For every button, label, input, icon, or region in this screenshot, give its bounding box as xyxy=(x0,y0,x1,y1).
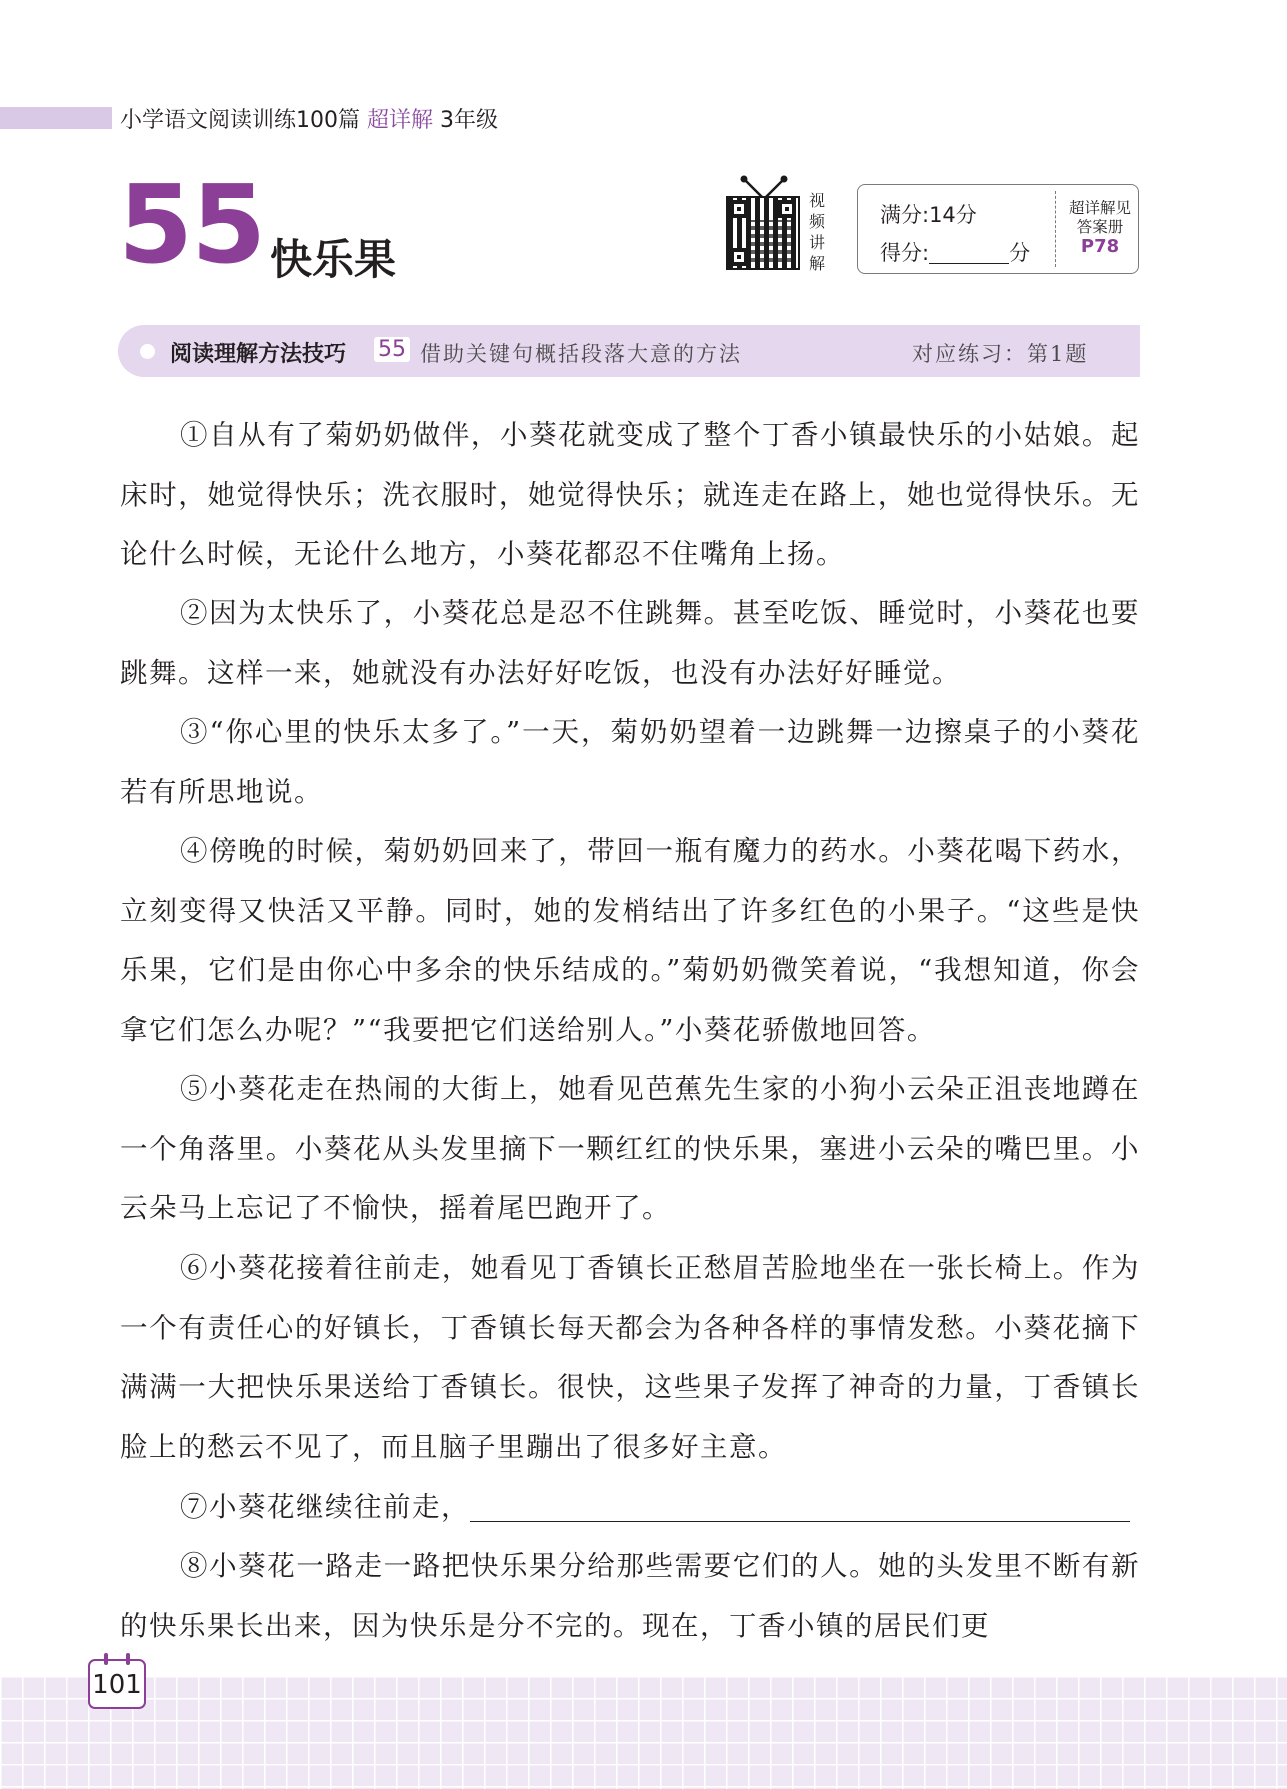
edition-label: 超详解 xyxy=(367,108,434,133)
paragraph-6: ⑥小葵花接着往前走，她看见丁香镇长正愁眉苦脸地坐在一张长椅上。作为一个有责任心的好镇长，丁香镇长每天都会为各种各样的事情发愁。小葵花摘下满满一大把快乐果送给丁香镇长。很快，这些果子发挥了神奇的力量，丁香镇长脸上的愁云不见了，而且脑子里蹦出了很多好主意。 xyxy=(120,1252,1140,1463)
answer-ref-line1: 超详解见 xyxy=(1068,199,1131,217)
answer-page: P78 xyxy=(1080,236,1120,257)
tip-number: 55 xyxy=(374,337,410,362)
score-unit: 分 xyxy=(1009,241,1031,265)
paragraph-7 xyxy=(120,1478,1140,1538)
score-box xyxy=(857,184,1139,274)
score-field xyxy=(880,237,1030,267)
header-band xyxy=(0,107,112,129)
lesson-number: 55 xyxy=(118,163,265,288)
answer-reference xyxy=(1062,199,1138,256)
paragraph-5: ⑤小葵花走在热闹的大街上，她看见芭蕉先生家的小狗小云朵正沮丧地蹲在一个角落里。小葵花从头发里摘下一颗红红的快乐果，塞进小云朵的嘴巴里。小云朵马上忘记了不愉快，摇着尾巴跑开了。 xyxy=(120,1073,1140,1224)
paragraph-7-text: ⑦小葵花继续往前走， xyxy=(180,1491,470,1523)
video-label-char: 视 xyxy=(808,191,825,210)
paragraph-4: ④傍晚的时候，菊奶奶回来了，带回一瓶有魔力的药水。小葵花喝下药水，立刻变得又快活又平静。同时，她的发梢结出了许多红色的小果子。“这些是快乐果，它们是由你心中多余的快乐结成的。”菊奶奶微笑着说，“我想知道，你会拿它们怎么办呢？”“我要把它们送给别人。”小葵花骄傲地回答。 xyxy=(120,835,1140,1046)
book-header xyxy=(120,103,498,134)
paragraph-1: ①自从有了菊奶奶做伴，小葵花就变成了整个丁香小镇最快乐的小姑娘。起床时，她觉得快乐；洗衣服时，她觉得快乐；就连走在路上，她也觉得快乐。无论什么时候，无论什么地方，小葵花都忍不住嘴角上扬。 xyxy=(120,419,1140,570)
score-blank[interactable] xyxy=(929,243,1009,264)
tip-text: 借助关键句概括段落大意的方法 xyxy=(420,342,742,366)
answer-blank-line[interactable] xyxy=(470,1493,1130,1522)
paragraph-8: ⑧小葵花一路走一路把快乐果分给那些需要它们的人。她的头发里不断有新的快乐果长出来，因为快乐是分不完的。现在，丁香小镇的居民们更 xyxy=(120,1550,1140,1642)
full-marks: 满分:14分 xyxy=(880,203,977,227)
video-label-char: 讲 xyxy=(808,233,825,252)
grade-label: 3年级 xyxy=(440,108,499,133)
qr-code-icon[interactable] xyxy=(726,196,800,270)
video-label-char: 频 xyxy=(808,212,825,231)
footer-grid xyxy=(0,1676,1287,1789)
answer-ref-line2: 答案册 xyxy=(1076,218,1124,236)
tip-label: 阅读理解方法技巧 xyxy=(170,342,347,367)
video-label-char: 解 xyxy=(808,254,825,273)
score-label: 得分: xyxy=(880,241,930,265)
paragraph-2: ②因为太快乐了，小葵花总是忍不住跳舞。甚至吃饭、睡觉时，小葵花也要跳舞。这样一来，她就没有办法好好吃饭，也没有办法好好睡觉。 xyxy=(120,597,1140,689)
video-lecture-label xyxy=(806,190,828,274)
method-tip-bar xyxy=(118,325,1140,377)
bullet-dot-icon xyxy=(140,344,155,359)
paragraph-3: ③“你心里的快乐太多了。”一天，菊奶奶望着一边跳舞一边擦桌子的小葵花若有所思地说。 xyxy=(120,716,1140,808)
page-number: 101 xyxy=(92,1670,142,1700)
book-title: 小学语文阅读训练100篇 xyxy=(120,108,360,133)
lesson-title: 快乐果 xyxy=(270,235,397,284)
tip-practice: 对应练习：第1题 xyxy=(912,342,1089,366)
page-number-badge xyxy=(88,1659,146,1709)
score-divider xyxy=(1055,191,1056,267)
